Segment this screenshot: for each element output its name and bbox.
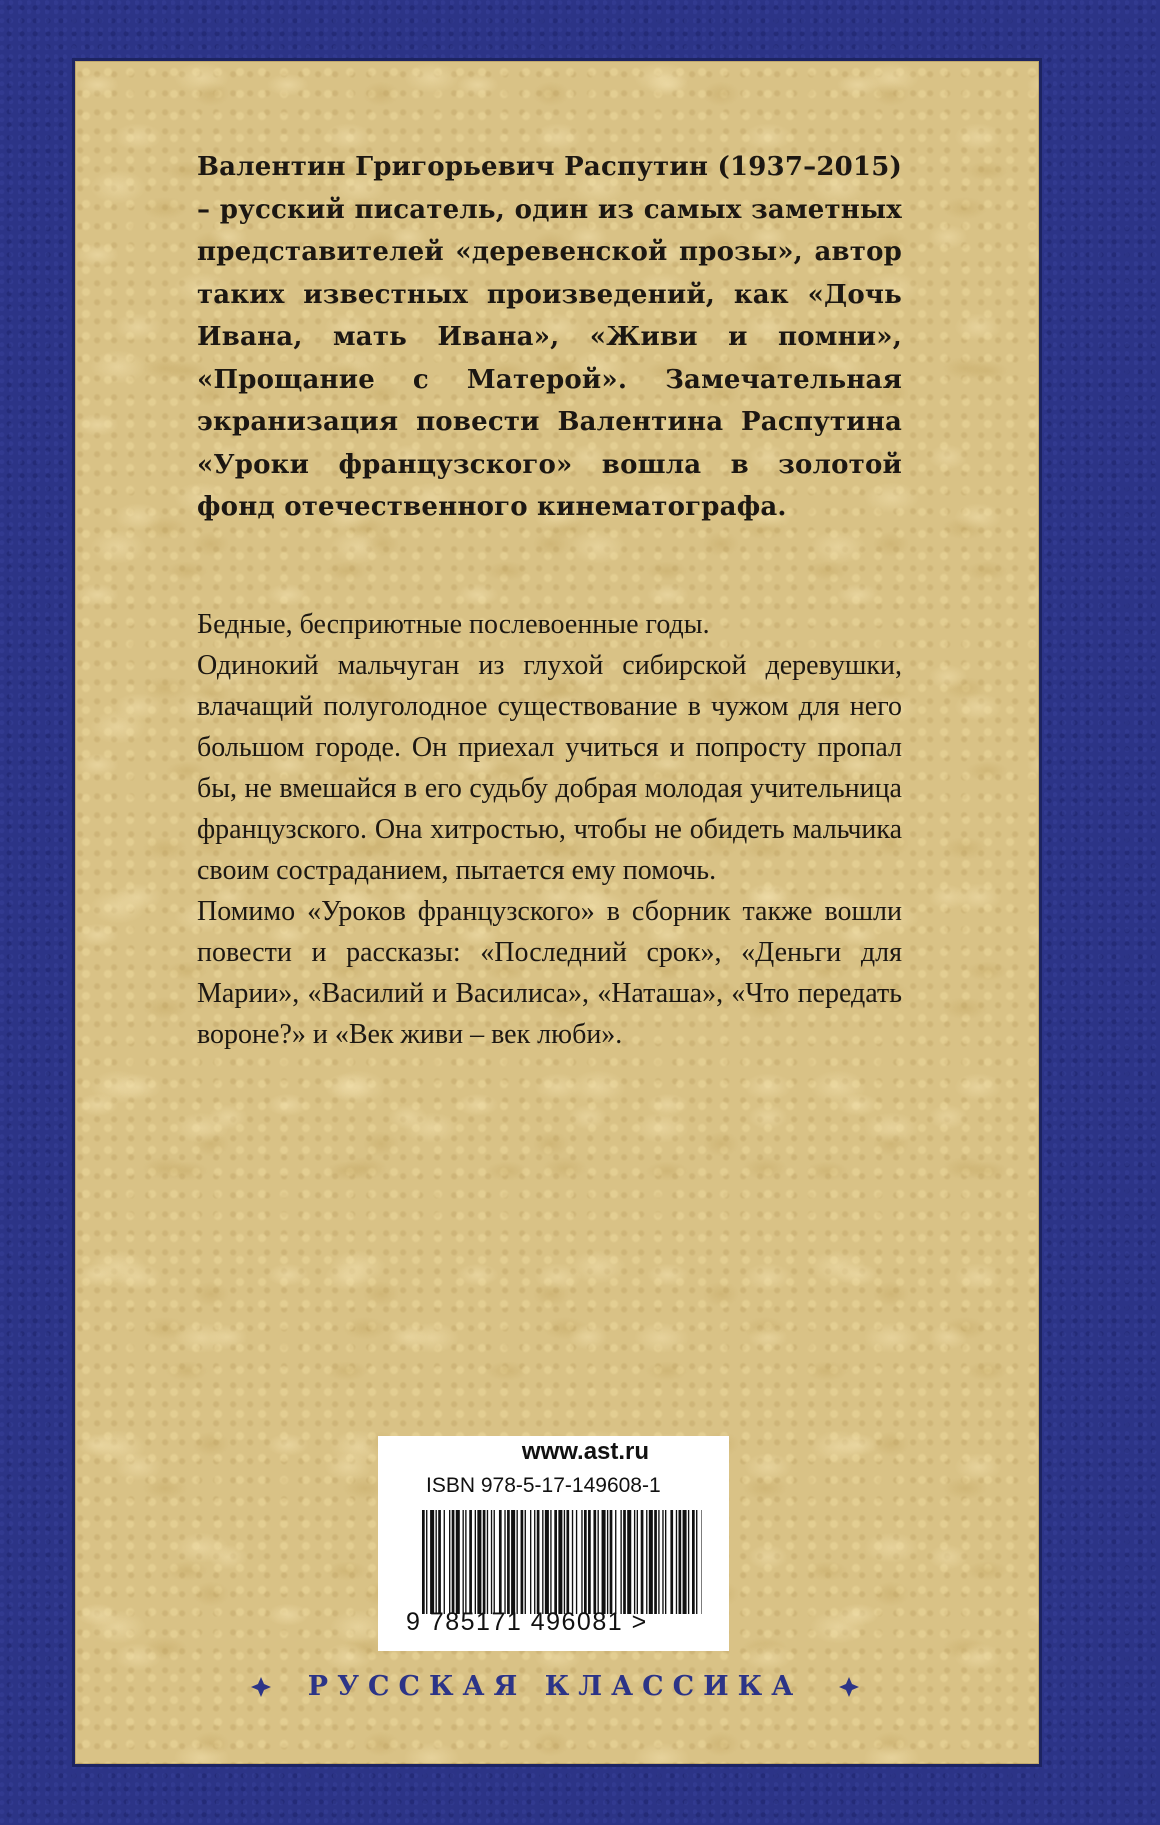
series-footer [250,1671,860,1702]
barcode-bar [566,1510,569,1614]
barcode-bar [696,1510,697,1614]
description-paragraph-3: Помимо «Уроков французского» в сборник также вошли повести и рассказы: «Последний срок», «Деньги для Марии», «Василий и Василиса», «Наташа», «Что передать вороне?» и «Век живи – век люби». [197,896,902,1050]
barcode-bar [602,1510,606,1614]
barcode-bar [438,1510,441,1614]
series-label: РУССКАЯ КЛАССИКА [307,1671,803,1702]
barcode-label [378,1436,729,1651]
barcode-bar [504,1510,505,1614]
barcode-bar [623,1510,626,1614]
barcode-bar [593,1510,596,1614]
barcode-bar [499,1510,502,1614]
barcode-bars [422,1510,702,1614]
barcode-bar [688,1510,689,1614]
author-bio-text: Валентин Григорьевич Распутин (1937–2015) – русский писатель, один из самых заметных представителей «деревенской прозы», автор таких известных произведений, как «Дочь Ивана, мать Ивана», «Живи и помни», «Прощание с Матерой». Замечательная экранизация повести Валентина Распутина «Уроки французского» вошла в золотой фонд отечественного кинематографа. [197,152,902,522]
barcode-bar [584,1510,587,1614]
barcode-bar [550,1510,551,1614]
description-paragraph-2: Одинокий мальчуган из глухой сибирской деревушки, влачащий полуголодное существование в чужом для него большом городе. Он приехал учиться и попросту пропал бы, не вмешайся в его судьбу добрая молодая учительница французского. Она хитростью, чтобы не обидеть мальчика своим состраданием, пытается ему помочь. [197,650,902,886]
barcode-bar [422,1510,425,1614]
barcode-bar [615,1510,616,1614]
barcode-bar [494,1510,495,1614]
description-paragraph-1: Бедные, бесприютные послевоенные годы. [197,609,710,640]
barcode-bar [430,1510,434,1614]
barcode-bar [665,1510,666,1614]
barcode-bar [627,1510,631,1614]
barcode-bar [576,1510,577,1614]
barcode-bar [641,1510,644,1614]
barcode-bar [511,1510,515,1614]
barcode-bar [637,1510,638,1614]
barcode-bar [469,1510,472,1614]
barcode-bar [475,1510,476,1614]
barcode-bar [610,1510,613,1614]
barcode-bar [662,1510,663,1614]
barcode-bar [670,1510,673,1614]
barcode-bar [607,1510,608,1614]
barcode-bar [465,1510,466,1614]
barcode-bar [436,1510,437,1614]
barcode-bar [525,1510,526,1614]
barcode-bar [649,1510,653,1614]
publisher-website: www.ast.ru [521,1438,650,1465]
barcode-bar [598,1510,599,1614]
barcode-bar [444,1510,445,1614]
barcode-bar [676,1510,677,1614]
barcode-bar [477,1510,481,1614]
barcode-bar [545,1510,549,1614]
barcode-bar [646,1510,647,1614]
barcode-bar [701,1510,702,1614]
barcode-bar [588,1510,591,1614]
barcode-bar [426,1510,427,1614]
barcode-bar [692,1510,695,1614]
barcode-bar [558,1510,562,1614]
barcode-bar [654,1510,657,1614]
diamond-ornament-icon [838,1676,860,1698]
barcode-bar [449,1510,450,1614]
barcode-bar [530,1510,531,1614]
barcode-bar [483,1510,486,1614]
author-bio [197,146,902,529]
barcode-bar [534,1510,535,1614]
barcode-bar [658,1510,659,1614]
barcode-bar [456,1510,460,1614]
barcode-bar [521,1510,524,1614]
barcode-digits: 9 785171 496081 > [406,1608,648,1636]
barcode-bar [517,1510,518,1614]
barcode-bar [452,1510,455,1614]
barcode-bar [634,1510,635,1614]
barcode-bar [581,1510,582,1614]
barcode-bar [487,1510,488,1614]
barcode-bar [537,1510,540,1614]
barcode-bar [542,1510,543,1614]
barcode-bar [679,1510,682,1614]
barcode-bar [683,1510,687,1614]
book-description [197,604,902,1055]
barcode-bar [554,1510,557,1614]
barcode-bar [463,1510,464,1614]
barcode-bar [620,1510,621,1614]
barcode-bar [572,1510,573,1614]
barcode-bar [564,1510,565,1614]
barcode-bar [507,1510,510,1614]
barcode-bar [491,1510,492,1614]
isbn-text: ISBN 978-5-17-149608-1 [426,1474,661,1497]
diamond-ornament-icon [250,1676,272,1698]
